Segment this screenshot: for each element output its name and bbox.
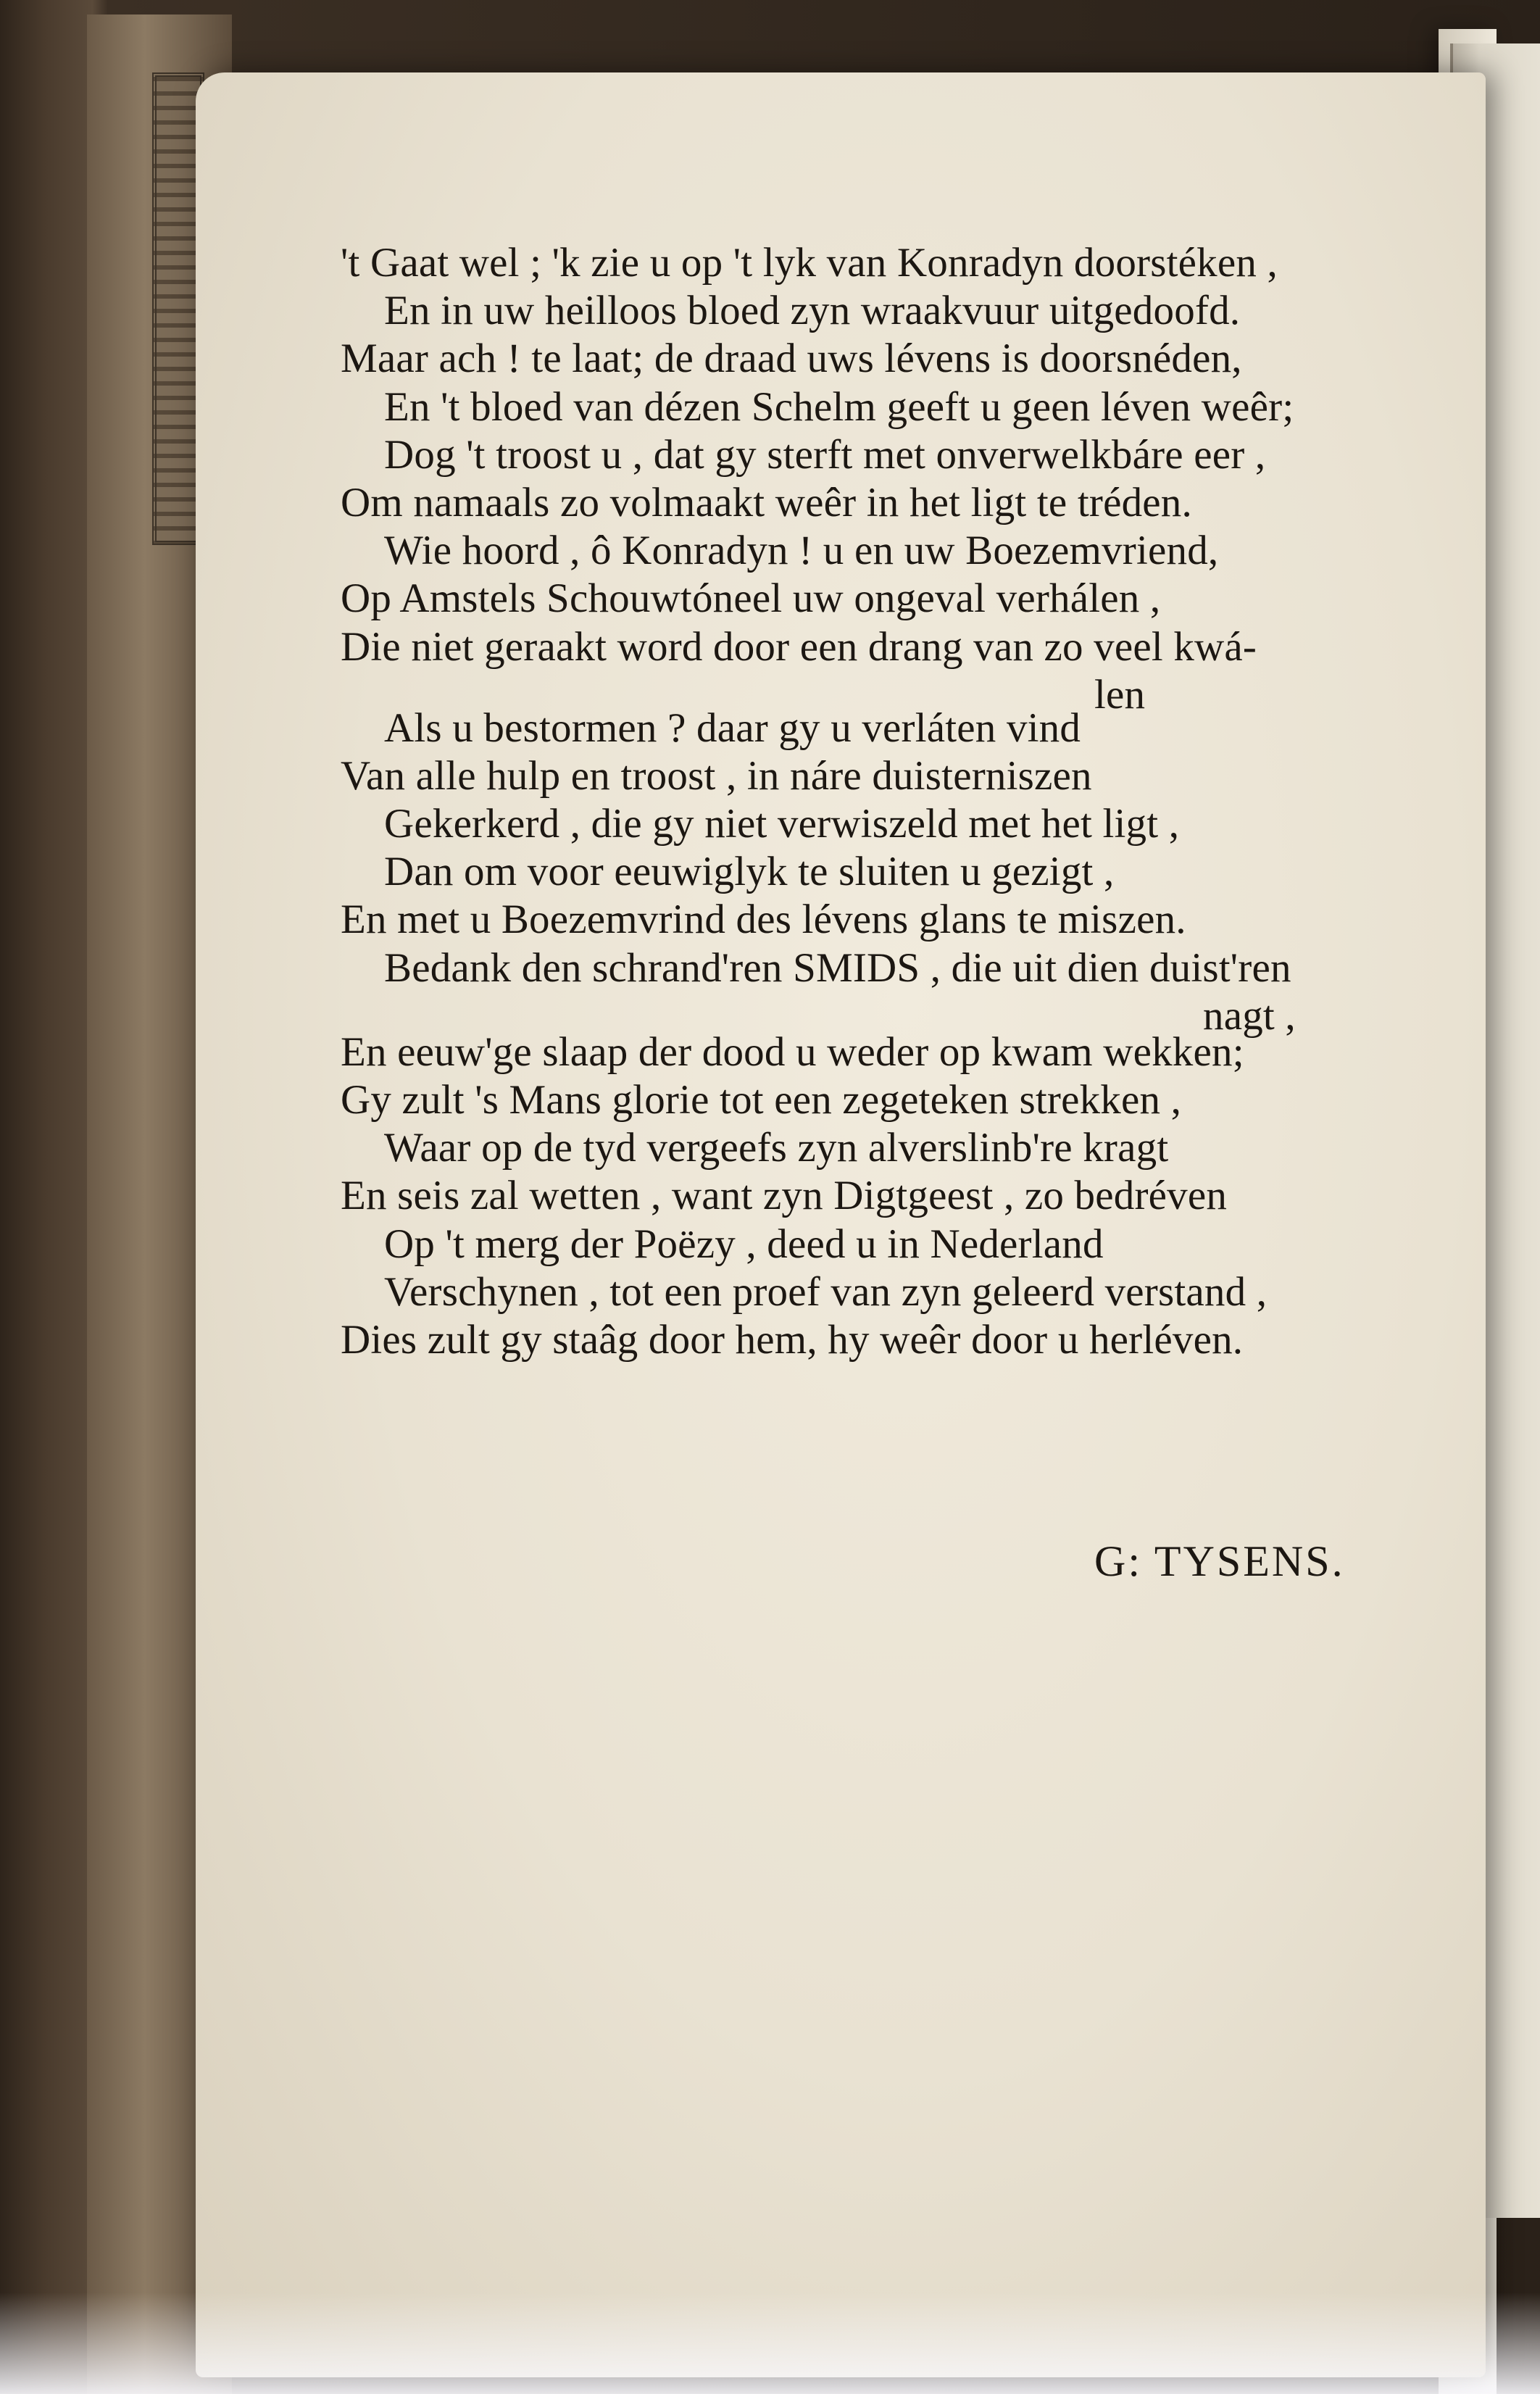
poem-line: Maar ach ! te laat; de draad uws lévens is doorsnéden, bbox=[341, 336, 1242, 382]
poem-line: Dan om voor eeuwiglyk te sluiten u gezigt , bbox=[384, 849, 1115, 895]
book-page bbox=[196, 72, 1486, 2377]
poem-line: Gekerkerd , die gy niet verwiszeld met het ligt , bbox=[384, 801, 1180, 847]
poem-line: len bbox=[1094, 671, 1146, 718]
poem-line: En met u Boezemvrind des lévens glans te miszen. bbox=[341, 897, 1186, 943]
poem-line: Op Amstels Schouwtóneel uw ongeval verhálen , bbox=[341, 575, 1161, 622]
author-signature: G: TYSENS. bbox=[1094, 1537, 1345, 1585]
poem bbox=[341, 239, 1471, 1364]
poem-line: Op 't merg der Poëzy , deed u in Nederland bbox=[384, 1221, 1104, 1267]
poem-line: 't Gaat wel ; 'k zie u op 't lyk van Konradyn doorstéken , bbox=[341, 240, 1278, 286]
poem-line: Die niet geraakt word door een drang van zo veel kwá- bbox=[341, 623, 1257, 670]
poem-line: Dog 't troost u , dat gy sterft met onverwelkbáre eer , bbox=[384, 431, 1266, 478]
poem-line: nagt , bbox=[1203, 992, 1296, 1039]
poem-line: Van alle hulp en troost , in náre duisterniszen bbox=[341, 752, 1092, 799]
bottom-shade bbox=[0, 2293, 1540, 2394]
poem-line: Verschynen , tot een proef van zyn geleerd verstand , bbox=[384, 1268, 1268, 1315]
poem-line: Waar op de tyd vergeefs zyn alverslinb're kragt bbox=[384, 1125, 1169, 1171]
poem-line: Wie hoord , ô Konradyn ! u en uw Boezemvriend, bbox=[384, 528, 1219, 574]
poem-line: Bedank den schrand'ren SMIDS , die uit dien duist'ren bbox=[384, 944, 1291, 991]
poem-line: Om namaals zo volmaakt weêr in het ligt te tréden. bbox=[341, 479, 1192, 525]
poem-line: Gy zult 's Mans glorie tot een zegeteken strekken , bbox=[341, 1077, 1182, 1123]
poem-line: En seis zal wetten , want zyn Digtgeest , zo bedréven bbox=[341, 1173, 1228, 1219]
poem-line: Als u bestormen ? daar gy u verláten vind bbox=[384, 705, 1081, 751]
poem-line: Dies zult gy staâg door hem, hy weêr door u herléven. bbox=[341, 1316, 1244, 1363]
poem-line: En in uw heilloos bloed zyn wraakvuur uitgedoofd. bbox=[384, 288, 1241, 334]
poem-line: En 't bloed van dézen Schelm geeft u geen léven weêr; bbox=[384, 383, 1294, 430]
poem-line: En eeuw'ge slaap der dood u weder op kwam wekken; bbox=[341, 1028, 1244, 1075]
